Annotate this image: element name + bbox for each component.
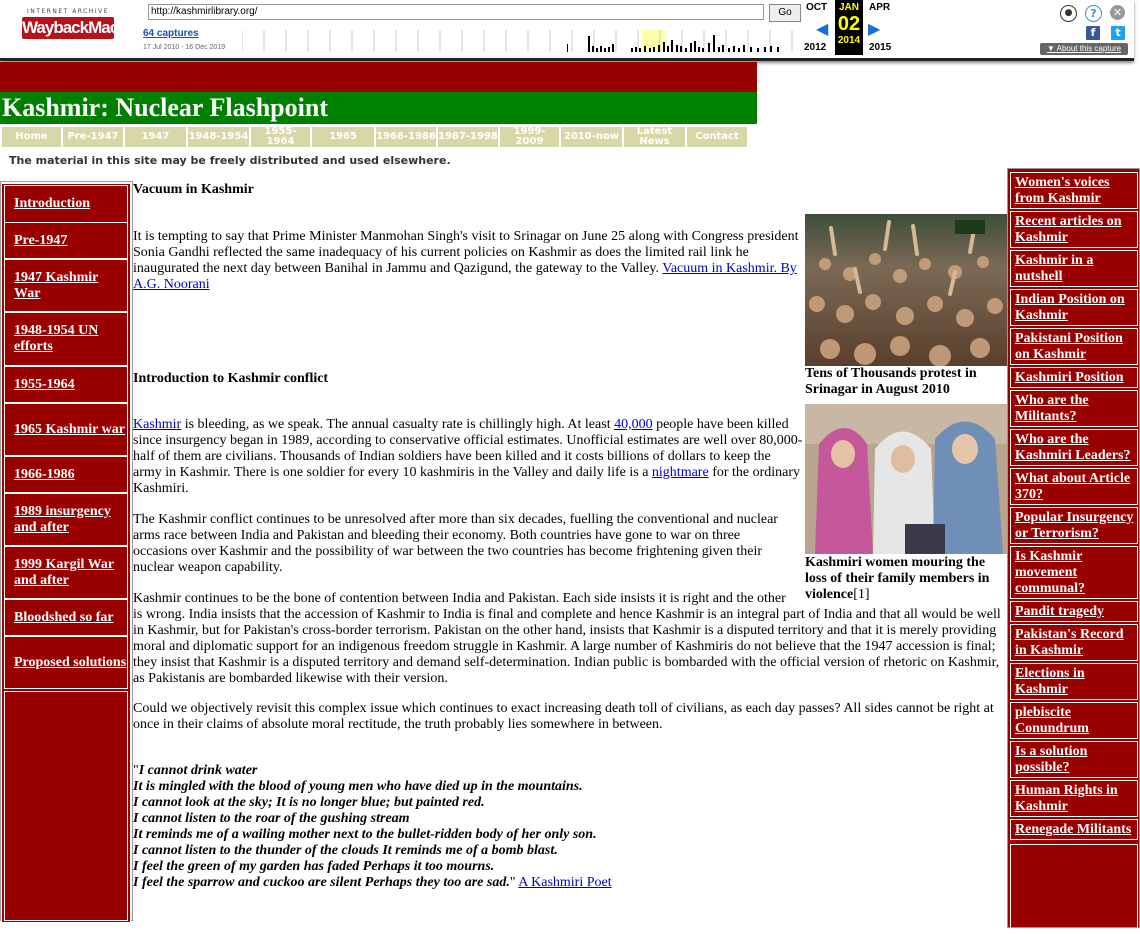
kashmiri-poet-link[interactable]: A Kashmiri Poet [518, 875, 612, 890]
heading-introduction: Introduction to Kashmir conflict [133, 371, 329, 386]
nightmare-link[interactable]: nightmare [651, 465, 709, 480]
left-nav-item[interactable]: Pre-1947 [4, 222, 128, 259]
right-nav-spacer [1010, 844, 1138, 934]
poem-quote-open: " [133, 763, 139, 778]
poem-line: It reminds me of a wailing mother next to the bullet-ridden body of her only son. [133, 827, 597, 842]
top-nav-item[interactable]: Pre-1947 [62, 126, 124, 148]
poem-line [133, 763, 1003, 779]
right-nav [1007, 168, 1140, 928]
top-nav-item[interactable]: Contact [686, 126, 748, 148]
poem [133, 763, 1003, 891]
distribution-notice: The material in this site may be freely distributed and used elsewhere. [9, 154, 451, 167]
top-nav-item[interactable]: Latest News [623, 126, 686, 148]
left-nav-item[interactable]: 1947 Kashmir War [4, 259, 128, 312]
paragraph-bleeding [133, 417, 803, 497]
left-nav [1, 183, 131, 923]
poem-quote-close: " [509, 875, 519, 890]
casualty-link[interactable]: 40,000 [614, 417, 653, 432]
user-icon[interactable]: ● [1060, 5, 1077, 22]
kashmir-link[interactable]: Kashmir [133, 417, 182, 432]
vacuum-article-link[interactable]: Vacuum in Kashmir. By A.G. Noorani [133, 261, 797, 292]
right-nav-item[interactable]: What about Article 370? [1010, 468, 1138, 505]
left-nav-item[interactable]: 1989 insurgency and after [4, 493, 128, 546]
top-nav-item[interactable]: 1966-1986 [375, 126, 437, 148]
women-photo-image [805, 404, 1007, 554]
facebook-icon[interactable]: f [1086, 26, 1100, 40]
right-nav-item[interactable]: Is a solution possible? [1010, 741, 1138, 778]
prev-capture-arrow-icon[interactable]: ◀ [816, 19, 829, 38]
left-nav-item[interactable]: 1955-1964 [4, 366, 128, 403]
footnote-ref[interactable]: [1] [853, 587, 870, 602]
protest-photo [805, 214, 1007, 366]
paragraph-contention-a: Kashmir continues to be the bone of contention between India and Pakistan. Each side insists it is right and the other [133, 591, 786, 606]
right-nav-item[interactable]: Pandit tragedy [1010, 601, 1138, 622]
left-nav-item[interactable]: 1966-1986 [4, 456, 128, 493]
right-nav-item[interactable]: Elections in Kashmir [1010, 663, 1138, 700]
current-capture-date [835, 0, 863, 55]
poem-line-text: I cannot drink water [138, 763, 258, 778]
right-nav-item[interactable]: Kashmir in a nutshell [1010, 250, 1138, 287]
year-next-link[interactable]: 2015 [869, 42, 892, 53]
top-nav [1, 126, 757, 150]
left-nav-item[interactable]: Introduction [4, 185, 128, 223]
women-caption-text: Kashmiri women mouring the loss of their family members in violence [805, 555, 990, 602]
captures-link[interactable]: 64 captures [143, 28, 199, 39]
poem-line [133, 875, 1003, 891]
heading-vacuum: Vacuum in Kashmir [133, 182, 254, 197]
right-nav-item[interactable]: Kashmiri Position [1010, 367, 1138, 388]
about-capture-link[interactable] [1040, 43, 1128, 55]
top-nav-item[interactable]: 1965 [311, 126, 375, 148]
top-nav-item[interactable]: Home [1, 126, 62, 148]
go-button[interactable]: Go [769, 4, 801, 22]
about-capture-label: About this capture [1056, 44, 1122, 53]
site-title: Kashmir: Nuclear Flashpoint [0, 92, 757, 124]
poem-line: I cannot listen to the thunder of the clouds It reminds me of a bomb blast. [133, 843, 558, 858]
right-nav-item[interactable]: Is Kashmir movement communal? [1010, 546, 1138, 599]
right-nav-item[interactable]: Pakistani Position on Kashmir [1010, 328, 1138, 365]
capture-sparkline[interactable] [242, 28, 794, 54]
capture-range: 17 Jul 2010 - 16 Dec 2019 [143, 44, 226, 51]
month-prev-link[interactable]: OCT [806, 2, 828, 13]
about-chevron-icon: ▼ [1046, 44, 1057, 53]
protest-caption: Tens of Thousands protest in Srinagar in August 2010 [805, 366, 977, 397]
sparkline-bars [567, 35, 779, 52]
top-nav-item[interactable]: 1987-1998 [437, 126, 499, 148]
paragraph-conflict: The Kashmir conflict continues to be unresolved after more than six decades, fuelling the conventional and nuclear arms race between India and Pakistan and bleeding their economy. Both countries have gone to war on three occasions over Kashmir and the possibility of war between the two countries has become frightening given their nuclear weapon capability. [133, 512, 778, 575]
top-nav-item[interactable]: 2010-now [560, 126, 623, 148]
poem-line-text: I feel the sparrow and cuckoo are silent Perhaps they too are sad. [133, 875, 510, 890]
left-nav-item[interactable]: 1948-1954 UN efforts [4, 312, 128, 366]
close-icon[interactable]: ✕ [1110, 5, 1125, 20]
protest-photo-image [805, 214, 1007, 366]
header-red-bar [0, 62, 757, 92]
year-prev-link[interactable]: 2012 [804, 42, 827, 53]
help-icon[interactable]: ? [1085, 5, 1102, 22]
paragraph-vacuum [133, 229, 803, 293]
year-current: 2014 [837, 35, 861, 46]
wayback-logo-bottom: WaybackMachine [22, 18, 150, 37]
right-nav-item[interactable]: Recent articles on Kashmir [1010, 211, 1138, 248]
women-caption [805, 555, 1005, 603]
right-nav-item[interactable]: Popular Insurgency or Terrorism? [1010, 507, 1138, 544]
paragraph-vacuum-text: It is tempting to say that Prime Minister Manmohan Singh's visit to Srinagar on June 25 along with Congress president Sonia Gandhi reflected the same inadequacy of his current policies on Kashmir as does the limited rail link he inaugurated the next day between Banihal in Jammu and Qazigund, the gateway to the Valley. [133, 229, 799, 276]
paragraph-bleeding-a: is bleeding, as we speak. The annual casualty rate is chillingly high. At least [181, 417, 615, 432]
right-nav-item[interactable]: Who are the Kashmiri Leaders? [1010, 429, 1138, 466]
top-nav-item[interactable]: 1955-1964 [250, 126, 311, 148]
url-input[interactable]: http://kashmirlibrary.org/ [148, 4, 764, 20]
day-current: 02 [837, 13, 861, 35]
paragraph-revisit: Could we objectively revisit this complex issue which continues to exact increasing death toll of civilians, as each day passes? All sides cannot be right at once in their claims of absolute moral rectitude, the truth probably lies somewhere in between. [133, 701, 994, 732]
twitter-icon[interactable]: t [1111, 26, 1125, 40]
month-current: JAN [838, 2, 859, 13]
left-nav-item[interactable]: 1965 Kashmir war [4, 403, 128, 456]
poem-line: I feel the green of my garden has faded Perhaps it too mourns. [133, 859, 495, 874]
paragraph-contention-b: is wrong. India insists that the accession of Kashmir to India is final and complete and hence Kashmir is an integral part of India and that all would be well in Kashmir, but for Pakistan's cross-border terrorism. Pakistan on the other hand, insists that Kashmir is a disputed territory and that it is merely providing moral and diplomatic support for an indigenous freedom struggle in Kashmir. A large number of Kashmiris do not believe that the 1947 accession is final; they insist that Kashmir is a disputed territory and demand self-determination. Indian public is bombarded with the official version of rhetoric on Kashmir, as Pakistanis are bombarded likewise with their version. [133, 607, 1001, 686]
wayback-logo[interactable] [22, 8, 150, 44]
poem-line: I cannot look at the sky; It is no longer blue; but painted red. [133, 795, 485, 810]
left-nav-item[interactable]: Bloodshed so far [4, 599, 128, 636]
wayback-logo-top: INTERNET ARCHIVE [26, 8, 110, 15]
top-nav-item[interactable]: 1947 [124, 126, 187, 148]
paragraph-bleeding-c: for the ordinary Kashmiri. [133, 465, 801, 496]
top-nav-item[interactable]: 1948-1954 [187, 126, 250, 148]
wayback-toolbar [0, 0, 1134, 61]
left-nav-item[interactable]: Proposed solutions [4, 636, 128, 689]
right-nav-item[interactable]: Renegade Militants [1010, 819, 1138, 840]
poem-line: I cannot listen to the roar of the gushing stream [133, 811, 410, 826]
right-nav-item[interactable]: Who are the Militants? [1010, 390, 1138, 427]
next-capture-arrow-icon[interactable]: ▶ [868, 19, 881, 38]
women-photo [805, 404, 1007, 554]
right-nav-item[interactable]: Indian Position on Kashmir [1010, 289, 1138, 326]
right-nav-item[interactable]: Human Rights in Kashmir [1010, 780, 1138, 817]
left-nav-spacer [4, 691, 128, 921]
paragraph-bleeding-b: people have been killed since insurgency began in 1989, according to conservative official estimates. Unofficial estimates are well over 80,000-half of them are civilians. Thousands of Indian soldiers have been killed and it costs billions of dollars to keep the army in Kashmir. There is one soldier for every 10 kashmiris in the Valley and daily life is a [133, 417, 803, 480]
right-nav-item[interactable]: Pakistan's Record in Kashmir [1010, 624, 1138, 661]
poem-line: It is mingled with the blood of young men who have died up in the mountains. [133, 779, 583, 794]
month-next-link[interactable]: APR [869, 2, 891, 13]
top-nav-item[interactable]: 1999-2009 [499, 126, 560, 148]
right-nav-item[interactable]: Women's voices from Kashmir [1010, 172, 1138, 209]
left-nav-item[interactable]: 1999 Kargil War and after [4, 546, 128, 599]
right-nav-item[interactable]: plebiscite Conundrum [1010, 702, 1138, 739]
